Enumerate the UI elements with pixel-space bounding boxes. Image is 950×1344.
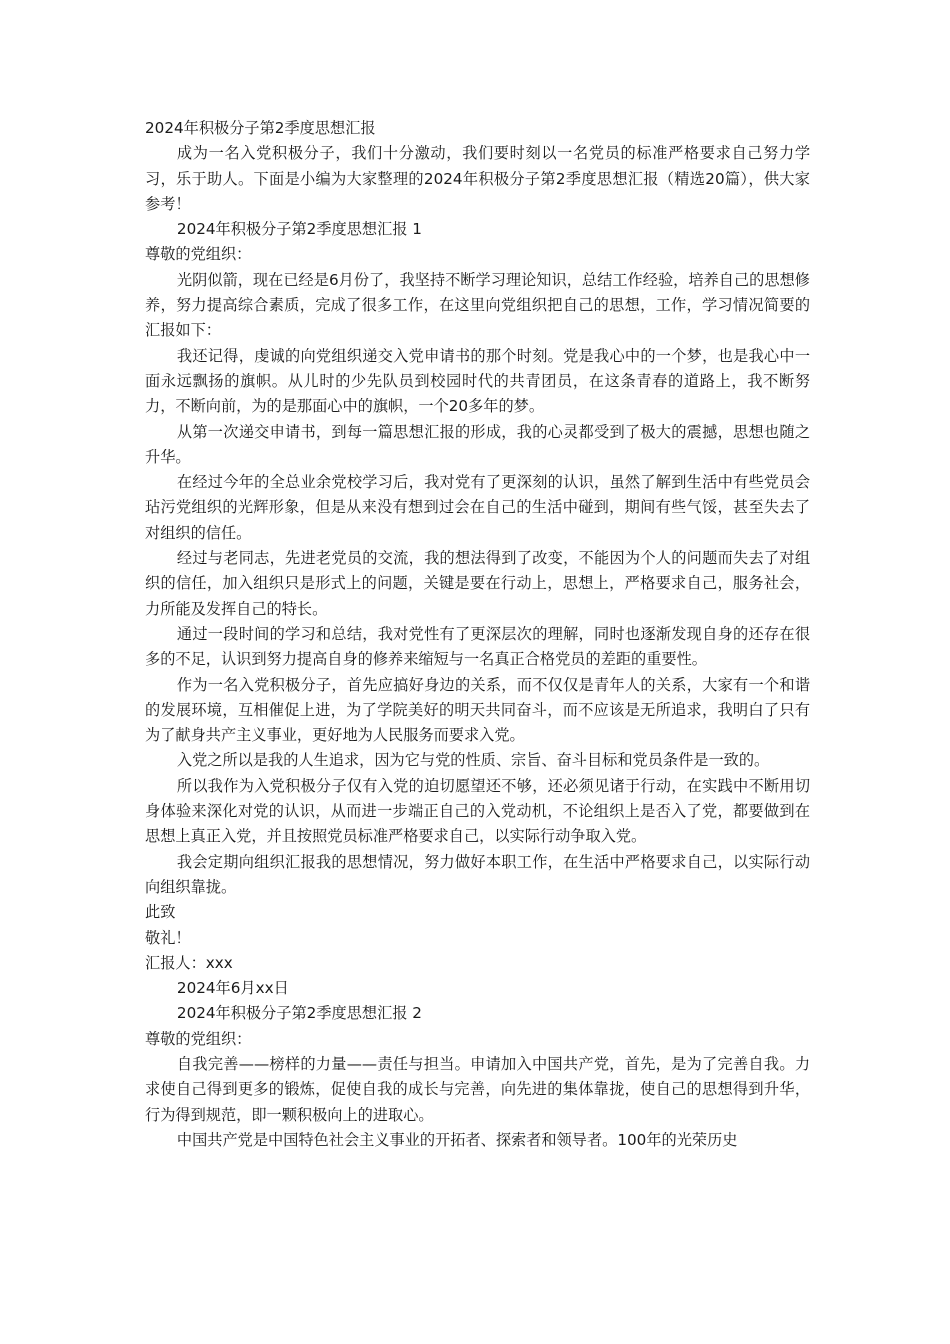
intro-paragraph: 成为一名入党积极分子，我们十分激动，我们要时刻以一名党员的标准严格要求自己努力学习，乐于助人。下面是小编为大家整理的2024年积极分子第2季度思想汇报（精选20篇），供大家参考！ xyxy=(145,144,810,213)
report-1-date: 2024年6月xx日 xyxy=(176,979,289,998)
report-1-closing-2: 敬礼！ xyxy=(145,928,191,947)
report-2-paragraph: 自我完善——榜样的力量——责任与担当。申请加入中国共产党，首先，是为了完善自我。力求使自己得到更多的锻炼，促使自我的成长与完善，向先进的集体靠拢，使自己的思想得到升华，行为得到规范，即一颗积极向上的进取心。 xyxy=(145,1054,810,1124)
report-1-salutation: 尊敬的党组织： xyxy=(145,245,252,264)
report-1-paragraph: 入党之所以是我的人生追求，因为它与党的性质、宗旨、奋斗目标和党员条件是一致的。 xyxy=(176,751,770,770)
report-2-paragraph: 中国共产党是中国特色社会主义事业的开拓者、探索者和领导者。100年的光荣历史 xyxy=(176,1130,738,1149)
report-2-heading: 2024年积极分子第2季度思想汇报 2 xyxy=(176,1004,422,1023)
report-1-paragraph: 光阴似箭，现在已经是6月份了，我坚持不断学习理论知识，总结工作经验，培养自己的思想修养，努力提高综合素质，完成了很多工作，在这里向党组织把自己的思想，工作，学习情况简要的汇报如下： xyxy=(145,270,810,340)
document-page xyxy=(145,116,810,1153)
report-1-paragraph: 我会定期向组织汇报我的思想情况，努力做好本职工作，在生活中严格要求自己，以实际行动向组织靠拢。 xyxy=(145,852,810,896)
report-1-paragraph: 我还记得，虔诚的向党组织递交入党申请书的那个时刻。党是我心中的一个梦，也是我心中一面永远飘扬的旗帜。从儿时的少先队员到校园时代的共青团员，在这条青春的道路上，我不断努力，不断向前，为的是那面心中的旗帜，一个20多年的梦。 xyxy=(145,346,810,416)
document-title: 2024年积极分子第2季度思想汇报 xyxy=(145,119,376,137)
report-1-paragraph: 所以我作为入党积极分子仅有入党的迫切愿望还不够，还必须见诸于行动，在实践中不断用切身体验来深化对党的认识，从而进一步端正自己的入党动机，不论组织上是否入了党，都要做到在思想上真正入党，并且按照党员标准严格要求自己，以实际行动争取入党。 xyxy=(145,776,810,846)
report-1-heading: 2024年积极分子第2季度思想汇报 1 xyxy=(176,220,422,239)
report-1-closing-1: 此致 xyxy=(145,903,176,922)
report-2-salutation: 尊敬的党组织： xyxy=(145,1029,252,1048)
report-1-paragraph: 通过一段时间的学习和总结，我对党性有了更深层次的理解，同时也逐渐发现自身的还存在很多的不足，认识到努力提高自身的修养来缩短与一名真正合格党员的差距的重要性。 xyxy=(145,624,810,669)
report-1-paragraph: 经过与老同志，先进老党员的交流，我的想法得到了改变，不能因为个人的问题而失去了对组织的信任，加入组织只是形式上的问题，关键是要在行动上，思想上，严格要求自己，服务社会，力所能及发挥自己的特长。 xyxy=(145,549,810,618)
report-1-paragraph: 作为一名入党积极分子，首先应搞好身边的关系，而不仅仅是青年人的关系，大家有一个和谐的发展环境，互相催促上进，为了学院美好的明天共同奋斗，而不应该是无所追求，我明白了只有为了献身共产主义事业，更好地为人民服务而要求入党。 xyxy=(145,675,810,745)
report-1-paragraph: 在经过今年的全总业余党校学习后，我对党有了更深刻的认识，虽然了解到生活中有些党员会玷污党组织的光辉形象，但是从来没有想到过会在自己的生活中碰到，期间有些气馁，甚至失去了对组织的信任。 xyxy=(145,473,810,542)
report-1-paragraph: 从第一次递交申请书，到每一篇思想汇报的形成，我的心灵都受到了极大的震撼，思想也随之升华。 xyxy=(145,422,810,466)
report-1-reporter: 汇报人：xxx xyxy=(145,953,233,972)
